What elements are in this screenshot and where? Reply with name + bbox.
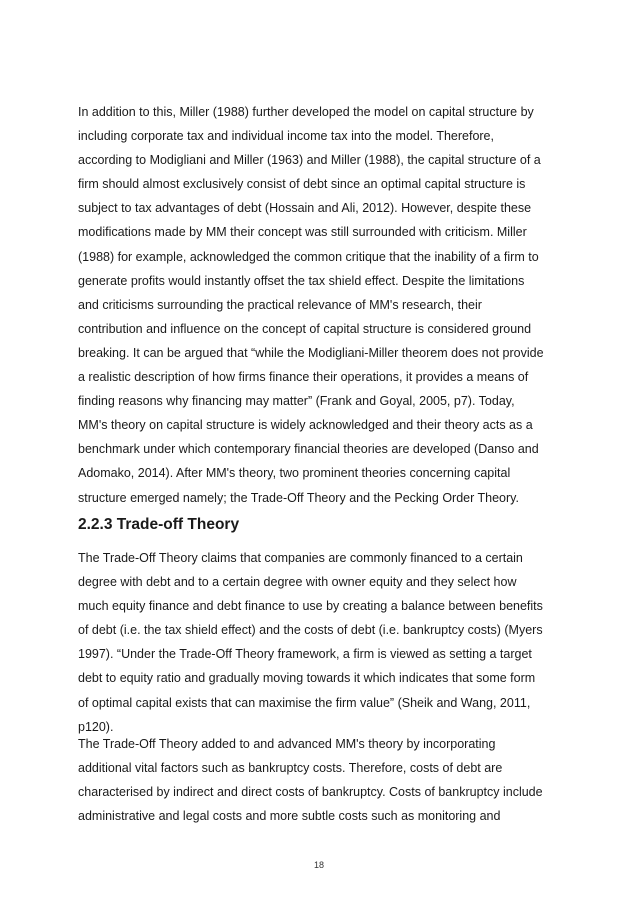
text-line: benchmark under which contemporary financial theories are developed (Danso and [78,442,539,457]
text-line: structure emerged namely; the Trade-Off Theory and the Pecking Order Theory. [78,490,519,505]
text-line: degree with debt and to a certain degree with owner equity and they select how [78,575,517,590]
text-line: debt to equity ratio and gradually moving towards it which indicates that some form [78,671,536,686]
text-line: MM's theory on capital structure is widely acknowledged and their theory acts as a [78,418,533,433]
paragraph-bankruptcy-costs [78,732,570,828]
text-line: The Trade-Off Theory claims that companies are commonly financed to a certain [78,551,523,565]
text-line: 1997). “Under the Trade-Off Theory framework, a firm is viewed as setting a target [78,647,532,662]
text-line: finding reasons why financing may matter” (Frank and Goyal, 2005, p7). Today, [78,394,515,409]
text-line: (1988) for example, acknowledged the common critique that the inability of a firm to [78,249,539,264]
text-line: characterised by indirect and direct costs of bankruptcy. Costs of bankruptcy include [78,785,543,800]
text-line: administrative and legal costs and more subtle costs such as monitoring and [78,809,501,824]
text-line: breaking. It can be argued that “while the Modigliani-Miller theorem does not provide [78,345,544,360]
text-line: subject to tax advantages of debt (Hossain and Ali, 2012). However, despite these [78,201,532,216]
text-line: much equity finance and debt finance to use by creating a balance between benefits [78,599,543,614]
page-number: 18 [313,860,324,870]
text-line: firm should almost exclusively consist of debt since an optimal capital structure is [78,177,526,192]
text-line: The Trade-Off Theory added to and advanced MM's theory by incorporating [78,737,496,751]
paragraph-mm-theory [78,100,570,510]
text-line: a realistic description of how firms finance their operations, it provides a means of [78,370,529,385]
text-line: p120). [78,719,114,734]
text-line: generate profits would instantly offset the tax shield effect. Despite the limitations [78,273,525,288]
text-line: modifications made by MM their concept was still surrounded with criticism. Miller [78,225,527,240]
text-line: according to Modigliani and Miller (1963) and Miller (1988), the capital structure of a [78,153,541,168]
text-line: additional vital factors such as bankruptcy costs. Therefore, costs of debt are [78,761,503,776]
text-line: of optimal capital exists that can maximise the firm value” (Sheik and Wang, 2011, [78,695,531,710]
text-line: In addition to this, Miller (1988) further developed the model on capital structure by [78,105,534,119]
text-line: and criticisms surrounding the practical relevance of MM's research, their [78,297,482,312]
section-heading: 2.2.3 Trade-off Theory [78,516,240,533]
text-line: Adomako, 2014). After MM's theory, two prominent theories concerning capital [78,466,511,481]
text-line: contribution and influence on the concept of capital structure is considered ground [78,321,532,336]
text-line: of debt (i.e. the tax shield effect) and the costs of debt (i.e. bankruptcy costs) (Myers [78,623,543,638]
paragraph-trade-off-definition [78,546,570,739]
text-line: including corporate tax and individual income tax into the model. Therefore, [78,129,494,144]
